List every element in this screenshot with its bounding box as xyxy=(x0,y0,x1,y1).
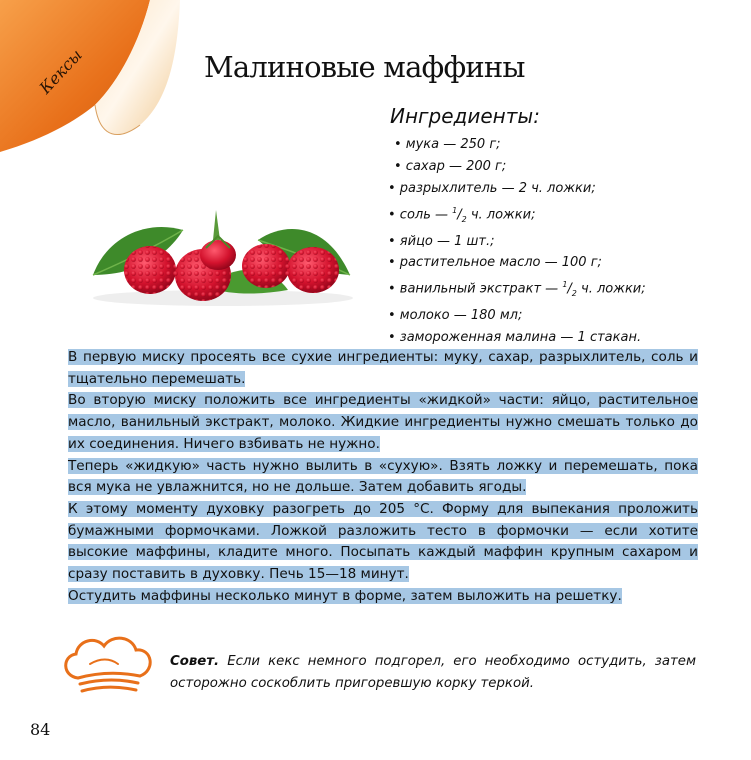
instruction-paragraph: В первую миску просеять все сухие ингредиенты: муку, сахар, разрыхлитель, соль и тщательно перемешать. xyxy=(68,349,698,387)
ingredient-item: • растительное масло — 100 г; xyxy=(388,255,602,271)
page-curl-corner xyxy=(0,0,200,160)
instruction-paragraph: Остудить маффины несколько минут в форме, затем выложить на решетку. xyxy=(68,587,622,604)
page-number: 84 xyxy=(30,720,51,739)
ingredient-item: • соль — $^1/_2$ ч. ложки; xyxy=(388,205,536,224)
recipe-title: Малиновые маффины xyxy=(204,50,525,84)
instruction-paragraph: Во вторую миску положить все ингредиенты «жидкой» части: яйцо, растительное масло, ванильный экстракт, молоко. Жидкие ингредиенты нужно смешать только до их соединения. Ничего взбивать не нужно. xyxy=(68,392,698,452)
tip-label: Совет. xyxy=(170,654,220,669)
instruction-paragraph: Теперь «жидкую» часть нужно вылить в «сухую». Взять ложку и перемешать, пока вся мука не увлажнится, но не дольше. Затем добавить ягоды. xyxy=(68,457,698,496)
ingredient-item: • яйцо — 1 шт.; xyxy=(388,233,495,249)
instructions xyxy=(68,347,698,607)
ingredient-item: • замороженная малина — 1 стакан. xyxy=(388,330,642,346)
section-tab-label: Кексы xyxy=(35,45,86,98)
ingredient-item: • сахар — 200 г; xyxy=(394,158,507,174)
instruction-paragraph: К этому моменту духовку разогреть до 205 °С. Форму для выпекания проложить бумажными формочками. Ложкой разложить тесто в формочки — если хотите высокие маффины, кладите много. Посыпать каждый маффин крупным сахаром и сразу поставить в духовку. Печь 15—18 минут. xyxy=(68,500,698,583)
chef-hat-icon xyxy=(60,634,156,704)
ingredient-item: • ванильный экстракт — $^1/_2$ ч. ложки; xyxy=(388,280,646,299)
ingredient-item: • мука — 250 г; xyxy=(394,137,501,152)
ingredients-heading: Ингредиенты: xyxy=(390,104,540,128)
tip-box xyxy=(170,651,696,695)
raspberries-image xyxy=(88,200,358,310)
ingredient-item: • молоко — 180 мл; xyxy=(388,308,523,324)
ingredients-list xyxy=(388,134,646,349)
tip-text: Если кекс немного подгорел, его необходимо остудить, затем осторожно соскоблить пригоревшую корку теркой. xyxy=(170,654,696,691)
ingredient-item: • разрыхлитель — 2 ч. ложки; xyxy=(388,180,596,196)
